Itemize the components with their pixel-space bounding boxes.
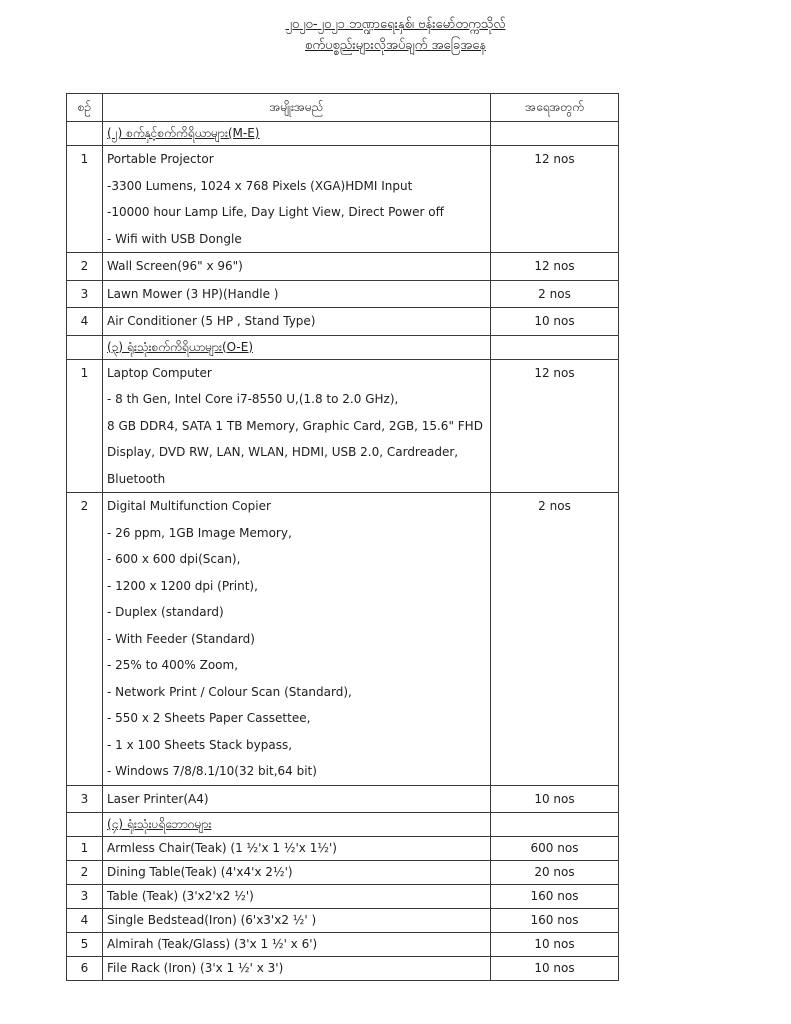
table-row <box>67 253 619 281</box>
header-quantity: အရေအတွက် <box>491 94 619 122</box>
title-line-1: ၂၀၂၀-၂၀၂၁ ဘဏ္ဍာရေးနှစ်၊ ဗန်းမော်တက္ကသိုလ် <box>285 17 506 32</box>
serial-no-text: 1 <box>80 841 89 855</box>
description-line: - 26 ppm, 1GB Image Memory, <box>107 525 292 540</box>
quantity-text: 10 nos <box>534 314 575 328</box>
description-line: Table (Teak) (3'x2'x2 ½') <box>107 889 254 903</box>
table-row <box>67 885 619 909</box>
serial-no <box>67 933 103 957</box>
section-label-cell <box>103 335 491 359</box>
serial-no <box>67 308 103 336</box>
quantity-text: 12 nos <box>534 365 575 380</box>
table-row <box>67 785 619 813</box>
table-row <box>67 146 619 253</box>
quantity <box>491 146 619 253</box>
section-label-cell <box>103 813 491 837</box>
quantity-text: 10 nos <box>534 937 575 951</box>
section-row <box>67 335 619 359</box>
serial-no <box>67 493 103 786</box>
quantity <box>491 280 619 308</box>
table-row <box>67 933 619 957</box>
quantity-text: 160 nos <box>530 913 579 927</box>
quantity-text: 10 nos <box>534 961 575 975</box>
title-line-2: စက်ပစ္စည်းများလိုအပ်ချက် အခြေအနေ <box>305 38 486 53</box>
serial-no <box>67 909 103 933</box>
description-line: Wall Screen(96" x 96") <box>107 259 243 273</box>
quantity-text: 600 nos <box>530 841 579 855</box>
serial-no-text: 2 <box>80 865 89 879</box>
section-label-cell <box>103 122 491 146</box>
serial-no <box>67 837 103 861</box>
item-description <box>103 280 491 308</box>
quantity-text: 160 nos <box>530 889 579 903</box>
section-label: (၄) ရုံးသုံးပရိဘောဂများ <box>107 817 212 831</box>
section-serial-cell <box>67 122 103 146</box>
serial-no <box>67 280 103 308</box>
table-body <box>67 122 619 981</box>
section-row <box>67 122 619 146</box>
item-description <box>103 785 491 813</box>
quantity-text: 2 nos <box>538 286 571 301</box>
description-line: Almirah (Teak/Glass) (3'x 1 ½' x 6') <box>107 937 318 951</box>
serial-no-text: 4 <box>80 913 89 927</box>
serial-no <box>67 253 103 281</box>
document-title <box>0 14 791 56</box>
serial-no <box>67 785 103 813</box>
quantity-text: 2 nos <box>538 499 571 513</box>
section-serial-cell <box>67 335 103 359</box>
quantity-text: 12 nos <box>534 152 575 166</box>
item-description <box>103 861 491 885</box>
table-row <box>67 308 619 336</box>
serial-no-text: 1 <box>80 152 89 166</box>
description-line: Portable Projector <box>107 152 214 166</box>
serial-no <box>67 146 103 253</box>
section-qty-cell <box>491 122 619 146</box>
table-row <box>67 861 619 885</box>
description-line: -3300 Lumens, 1024 x 768 Pixels (XGA)HDMI Input <box>107 178 413 193</box>
quantity <box>491 359 619 493</box>
item-description <box>103 359 491 493</box>
description-line: - 8 th Gen, Intel Core i7-8550 U,(1.8 to 2.0 GHz), <box>107 392 399 406</box>
quantity-text: 10 nos <box>534 791 575 806</box>
equipment-table <box>66 93 619 981</box>
serial-no-text: 3 <box>80 286 89 301</box>
description-line: Single Bedstead(Iron) (6'x3'x2 ½' ) <box>107 913 317 927</box>
serial-no <box>67 885 103 909</box>
table-row <box>67 359 619 493</box>
section-label: (၃) ရုံးသုံးစက်ကိရိယာများ(O-E) <box>107 339 254 354</box>
serial-no <box>67 957 103 981</box>
table-row <box>67 957 619 981</box>
description-line: - 25% to 400% Zoom, <box>107 658 239 672</box>
quantity <box>491 861 619 885</box>
item-description <box>103 957 491 981</box>
serial-no-text: 1 <box>80 365 89 380</box>
table-row <box>67 280 619 308</box>
description-line: Laptop Computer <box>107 365 212 380</box>
description-line: - 600 x 600 dpi(Scan), <box>107 552 241 566</box>
serial-no-text: 4 <box>80 314 89 328</box>
section-label: (၂) စက်နှင့်စက်ကိရိယာများ(M-E) <box>107 126 260 140</box>
description-line: Bluetooth <box>107 471 166 486</box>
description-line: - Duplex (standard) <box>107 605 224 619</box>
table-header-row <box>67 94 619 122</box>
description-line: - 1 x 100 Sheets Stack bypass, <box>107 737 293 752</box>
serial-no <box>67 359 103 493</box>
description-line: Dining Table(Teak) (4'x4'x 2½') <box>107 865 293 879</box>
serial-no-text: 2 <box>80 259 89 273</box>
description-line: Armless Chair(Teak) (1 ½'x 1 ½'x 1½') <box>107 841 337 855</box>
section-serial-cell <box>67 813 103 837</box>
description-line: Laser Printer(A4) <box>107 791 209 806</box>
item-description <box>103 493 491 786</box>
item-description <box>103 308 491 336</box>
serial-no-text: 3 <box>80 791 89 806</box>
serial-no <box>67 861 103 885</box>
description-line: -10000 hour Lamp Life, Day Light View, Direct Power off <box>107 205 444 219</box>
quantity-text: 12 nos <box>534 259 575 273</box>
serial-no-text: 3 <box>80 889 89 903</box>
description-line: - 550 x 2 Sheets Paper Cassettee, <box>107 711 311 725</box>
quantity <box>491 308 619 336</box>
quantity <box>491 253 619 281</box>
item-description <box>103 837 491 861</box>
serial-no-text: 6 <box>80 961 89 975</box>
item-description <box>103 253 491 281</box>
serial-no-text: 2 <box>80 499 89 513</box>
item-description <box>103 909 491 933</box>
item-description <box>103 885 491 909</box>
description-line: - Network Print / Colour Scan (Standard), <box>107 684 352 699</box>
quantity <box>491 933 619 957</box>
quantity-text: 20 nos <box>534 865 575 879</box>
section-qty-cell <box>491 813 619 837</box>
description-line: - 1200 x 1200 dpi (Print), <box>107 578 258 593</box>
quantity <box>491 785 619 813</box>
quantity <box>491 909 619 933</box>
description-line: Display, DVD RW, LAN, WLAN, HDMI, USB 2.0, Cardreader, <box>107 445 459 459</box>
description-line: - Windows 7/8/8.1/10(32 bit,64 bit) <box>107 764 317 778</box>
table-row <box>67 837 619 861</box>
description-line: Digital Multifunction Copier <box>107 499 271 513</box>
description-line: Lawn Mower (3 HP)(Handle ) <box>107 286 279 301</box>
description-line: File Rack (Iron) (3'x 1 ½' x 3') <box>107 961 284 975</box>
quantity <box>491 885 619 909</box>
item-description <box>103 146 491 253</box>
table-row <box>67 493 619 786</box>
item-description <box>103 933 491 957</box>
table-row <box>67 909 619 933</box>
quantity <box>491 493 619 786</box>
section-row <box>67 813 619 837</box>
description-line: - With Feeder (Standard) <box>107 631 255 646</box>
header-serial-no: စဉ် <box>67 94 103 122</box>
description-line: - Wifi with USB Dongle <box>107 231 242 246</box>
quantity <box>491 837 619 861</box>
section-qty-cell <box>491 335 619 359</box>
description-line: Air Conditioner (5 HP , Stand Type) <box>107 314 316 328</box>
description-line: 8 GB DDR4, SATA 1 TB Memory, Graphic Card, 2GB, 15.6" FHD <box>107 418 483 433</box>
serial-no-text: 5 <box>80 937 89 951</box>
header-item-name: အမျိုးအမည် <box>103 94 491 122</box>
quantity <box>491 957 619 981</box>
